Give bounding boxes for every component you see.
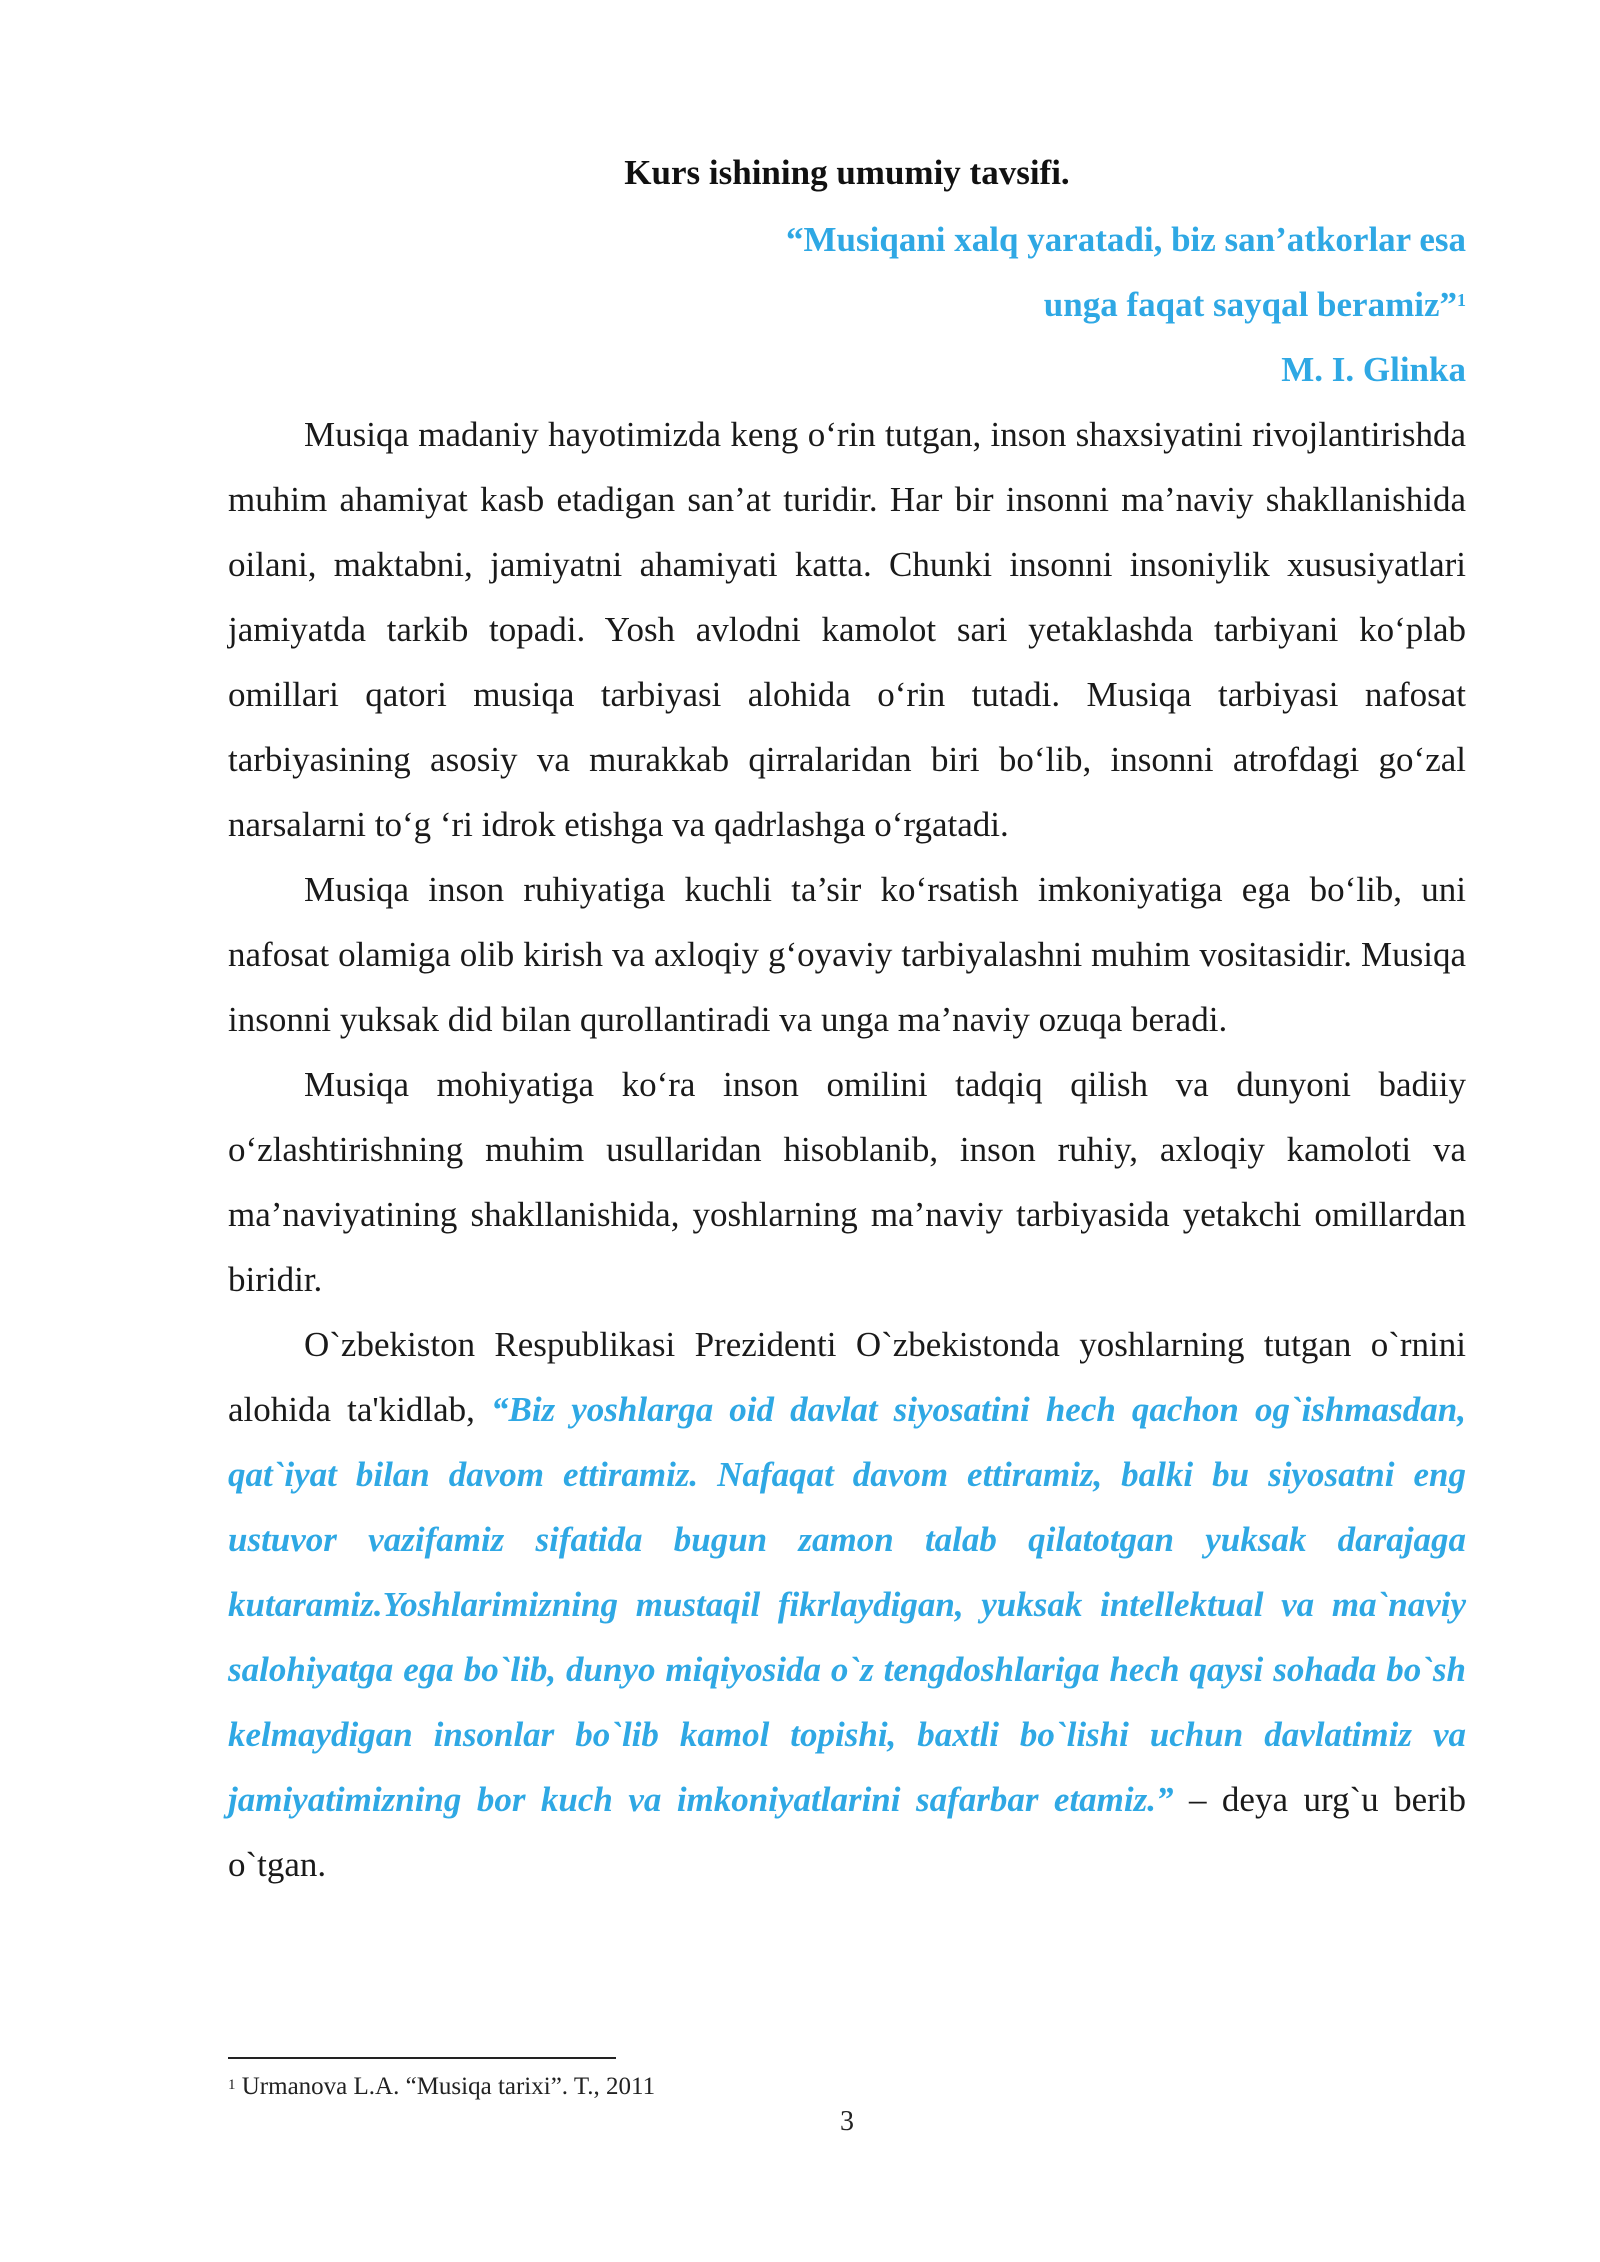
epigraph-line-1: “Musiqani xalq yaratadi, biz san’atkorlar esa (786, 220, 1466, 259)
body-paragraph-3: Musiqa mohiyatiga ko‘ra inson omilini tadqiq qilish va dunyoni badiiy o‘zlashtirishning muhim usullaridan hisoblanib, inson ruhiy, axloqiy kamoloti va ma’naviyatining shakllanishida, yoshlarning ma’naviy tarbiyasida yetakchi omillardan biridir. (228, 1065, 1466, 1299)
epigraph-author: M. I. Glinka (1281, 350, 1466, 389)
epigraph-line-2-text: unga faqat sayqal beramiz” (1043, 285, 1457, 324)
body-paragraph-1: Musiqa madaniy hayotimizda keng o‘rin tutgan, inson shaxsiyatini rivojlantirishda muhim ahamiyat kasb etadigan san’at turidir. Har bir insonni ma’naviy shakllanishida oilani, maktabni, jamiyatni ahamiyati katta. Chunki insonni insoniylik xususiyatlari jamiyatda tarkib topadi. Yosh avlodni kamolot sari yetaklashda tarbiyani ko‘plab omillari qatori musiqa tarbiyasi alohida o‘rin tutadi. Musiqa tarbiyasi nafosat tarbiyasining asosiy va murakkab qirralaridan biri bo‘lib, insonni atrofdagi go‘zal narsalarni to‘g ‘ri idrok etishga va qadrlashga o‘rgatadi. (228, 415, 1466, 844)
page-number: 3 (840, 2106, 854, 2137)
president-quote: “Biz yoshlarga oid davlat siyosatini hech qachon og`ishmasdan, qat`iyat bilan davom ettiramiz. Nafaqat davom ettiramiz, balki bu siyosatni eng ustuvor vazifamiz sifatida bugun zamon talab qilatotgan yuksak darajaga kutaramiz.Yoshlarimizning mustaqil fikrlaydigan, yuksak intellektual va ma`naviy salohiyatga ega bo`lib, dunyo miqiyosida o`z tengdoshlariga hech qaysi sohada bo`sh kelmaydigan insonlar bo`lib kamol topishi, baxtli bo`lishi uchun davlatimiz va jamiyatimizning bor kuch va imkoniyatlarini safarbar etamiz.” (228, 1390, 1466, 1819)
paragraph-4-outro: – deya urg`u berib o`tgan. (228, 1780, 1466, 1884)
epigraph-line-2 (228, 272, 1466, 337)
footnote-separator (228, 2057, 616, 2059)
paragraph-4-intro: O`zbekiston Respublikasi Prezidenti O`zbekistonda yoshlarning tutgan o`rnini alohida ta'kidlab, (228, 1325, 1466, 1429)
body-paragraph-4 (228, 1312, 1466, 1897)
epigraph (228, 207, 1466, 402)
footnote-text: Urmanova L.A. “Musiqa tarixi”. T., 2011 (235, 2073, 656, 2100)
document-title: Kurs ishining umumiy tavsifi. (624, 153, 1070, 192)
body-paragraph-2: Musiqa inson ruhiyatiga kuchli ta’sir ko‘rsatish imkoniyatiga ega bo‘lib, uni nafosat olamiga olib kirish va axloqiy g‘oyaviy tarbiyalashni muhim vositasidir. Musiqa insonni yuksak did bilan qurollantiradi va unga ma’naviy ozuqa beradi. (228, 870, 1466, 1039)
document-page (228, 150, 1466, 1897)
footnote (228, 2070, 655, 2104)
footnote-reference[interactable]: 1 (1457, 290, 1466, 310)
footnote-marker: 1 (228, 2077, 236, 2093)
